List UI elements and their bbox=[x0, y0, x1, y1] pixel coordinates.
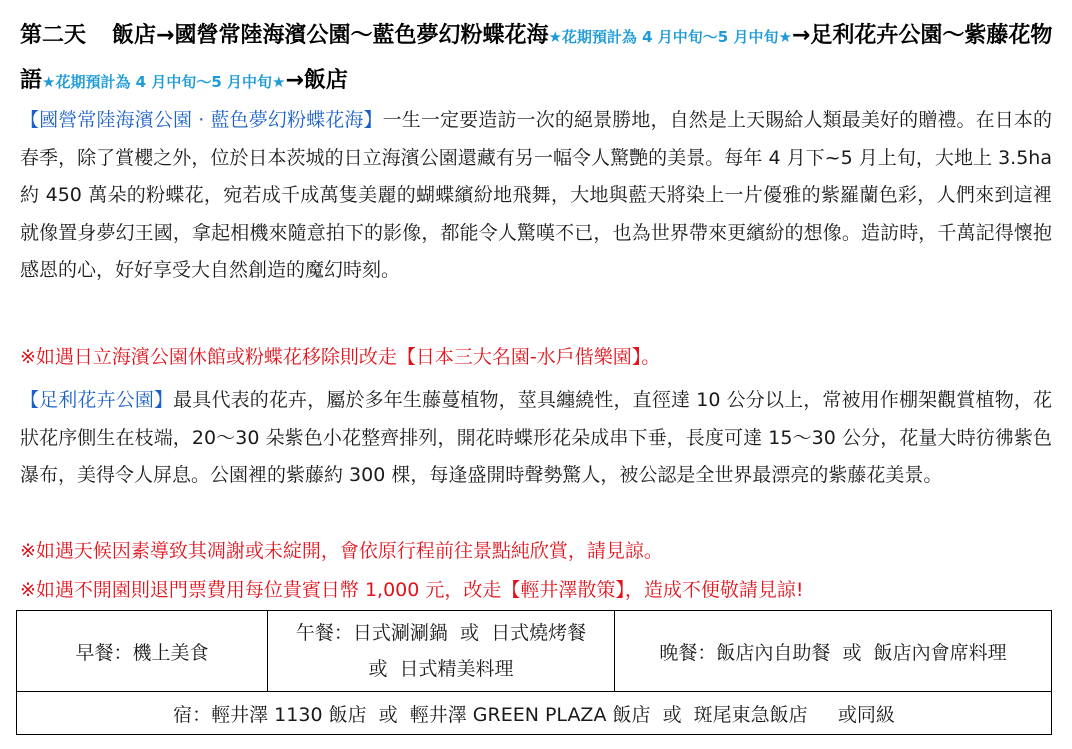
hitachi-notice: ※如遇日立海濱公園休館或粉蝶花移除則改走【日本三大名園-水戶偕樂園】。 bbox=[20, 346, 661, 368]
hitachi-heading: 【國營常陸海濱公園 · 藍色夢幻粉蝶花海】 bbox=[20, 109, 383, 131]
lunch-cell bbox=[268, 611, 615, 692]
hitachi-description: 一生一定要造訪一次的絕景勝地，自然是上天賜給人類最美好的贈禮。在日本的春季，除了賞櫻之外，位於日本茨城的日立海濱公園還藏有另一幅令人驚艷的美景。每年 4 月下~5 月上旬，大地上 3.5ha 約 450 萬朵的粉蝶花，宛若成千成萬隻美麗的蝴蝶繽紛地飛舞，大地與藍天將染上一片優雅的紫羅蘭色彩，人們來到這裡就像置身夢幻王國，拿起相機來隨意拍下的影像，都能令人驚嘆不已，也為世界帶來更繽紛的想像。造訪時，千萬記得懷抱感恩的心，好好享受大自然創造的魔幻時刻。 bbox=[20, 109, 1052, 281]
route-part-1: 飯店→國營常陸海濱公園～藍色夢幻粉蝶花海 bbox=[112, 23, 549, 48]
breakfast-cell: 早餐：機上美食 bbox=[17, 611, 268, 692]
ashikaga-heading: 【足利花卉公園】 bbox=[20, 389, 174, 411]
day-title bbox=[20, 14, 1054, 104]
weather-notice: ※如遇天候因素導致其凋謝或未綻開，會依原行程前往景點純欣賞，請見諒。 bbox=[20, 540, 663, 562]
ashikaga-description: 最具代表的花卉，屬於多年生藤蔓植物，莖具纏繞性，直徑達 10 公分以上，常被用作棚架觀賞植物，花狀花序側生在枝端，20～30 朵紫色小花整齊排列，開花時蝶形花朵成串下垂，長度可達 15～30 公分，花量大時彷彿紫色瀑布，美得令人屏息。公園裡的紫藤約 300 棵，每逢盛開時聲勢驚人，被公認是全世界最漂亮的紫藤花美景。 bbox=[20, 389, 1052, 486]
dinner-cell: 晚餐：飯店內自助餐 或 飯店內會席料理 bbox=[615, 611, 1052, 692]
lunch-line-1: 午餐：日式涮涮鍋 或 日式燒烤餐 bbox=[295, 622, 587, 644]
hitachi-section bbox=[20, 102, 1052, 290]
closure-notice: ※如遇不開園則退門票費用每位貴賓日幣 1,000 元，改走【輕井澤散策】，造成不便敬請見諒! bbox=[20, 579, 804, 601]
bloom-period-note-1: ★花期預計為 4 月中旬～5 月中旬★ bbox=[548, 28, 792, 46]
lunch-line-2: 或 日式精美料理 bbox=[368, 658, 514, 680]
day-label: 第二天 bbox=[20, 23, 87, 48]
route-part-3: →飯店 bbox=[285, 68, 348, 93]
bloom-period-note-2: ★花期預計為 4 月中旬～5 月中旬★ bbox=[42, 73, 286, 91]
lodging-cell: 宿：輕井澤 1130 飯店 或 輕井澤 GREEN PLAZA 飯店 或 斑尾東急飯店 或同級 bbox=[17, 692, 1052, 735]
ashikaga-section bbox=[20, 382, 1052, 495]
route-part-2: →足利花卉公園～紫藤花物語 bbox=[20, 23, 1053, 93]
meals-table bbox=[16, 610, 1052, 735]
